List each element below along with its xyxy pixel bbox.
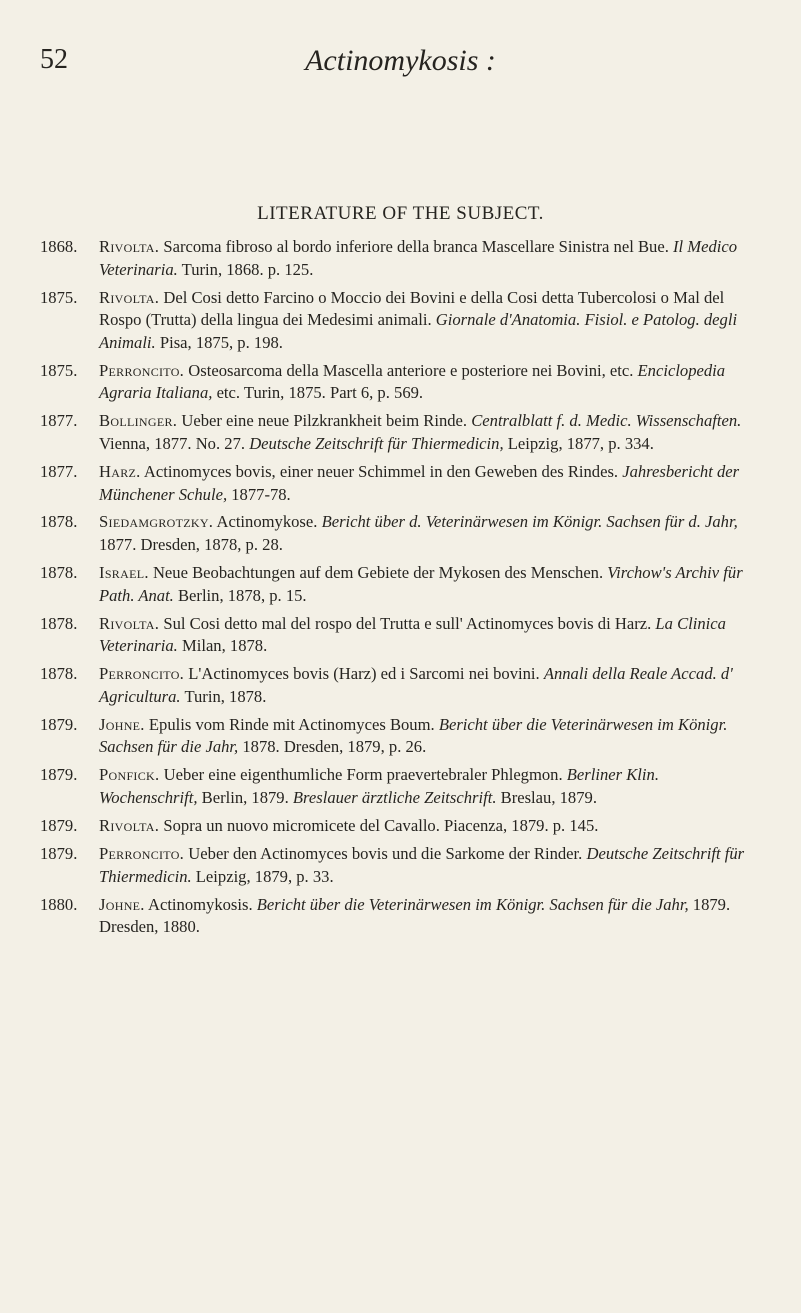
entry-author: Perroncito. <box>99 360 185 380</box>
entry-year: 1875. <box>40 360 78 380</box>
entry-author: Johne. <box>99 714 145 734</box>
entry-year: 1879. <box>40 765 78 785</box>
entry-journal-second: Deutsche Zeitschrift für Thiermedicin, <box>249 433 504 453</box>
bibliography-entry <box>40 613 760 658</box>
entry-details: Turin, 1868. p. 125. <box>181 259 314 279</box>
entry-title: Sul Cosi detto mal del rospo del Trutta e sull' Actinomyces bovis di Harz. <box>163 613 652 633</box>
entry-details-second: Breslau, 1879. <box>500 787 597 807</box>
entry-title: Del Cosi detto Farcino o Moccio dei Bovini e della Cosi detta Tubercolosi o Mal del Rospo (Trutta) della lingua dei Medesimi animali. <box>99 287 725 330</box>
entry-year: 1878. <box>40 664 78 684</box>
entry-details: Vienna, 1877. No. 27. <box>99 433 246 453</box>
entry-journal: La Clinica Veterinaria. <box>99 613 726 656</box>
bibliography-entry <box>40 714 760 759</box>
bibliography-entry <box>40 843 760 888</box>
entry-author: Rivolta. <box>99 815 160 835</box>
entry-year: 1878. <box>40 512 78 532</box>
page-number: 52 <box>40 44 68 75</box>
section-title: LITERATURE OF THE SUBJECT. <box>257 203 544 224</box>
entry-details: Berlin, 1879. <box>201 787 289 807</box>
entry-title: Ueber eine eigenthumliche Form praevertebraler Phlegmon. <box>163 765 563 785</box>
entry-details: Pisa, 1875, p. 198. <box>159 332 283 352</box>
entry-details: 1877-78. <box>231 484 291 504</box>
entry-journal: Berliner Klin. Wochenschrift, <box>99 765 659 807</box>
entry-year: 1877. <box>40 411 78 431</box>
entry-year: 1875. <box>40 287 78 307</box>
entry-details-second: Leipzig, 1877, p. 334. <box>507 433 654 453</box>
entry-title: Actinomykosis. <box>147 894 253 914</box>
entry-year: 1880. <box>40 894 78 914</box>
entry-journal: Deutsche Zeitschrift für Thiermedicin. <box>99 843 745 886</box>
entry-author: Perroncito. <box>99 843 185 863</box>
entry-journal: Il Medico Veterinaria. <box>99 237 738 279</box>
entry-author: Rivolta. <box>99 613 160 633</box>
bibliography-entry <box>40 410 760 455</box>
entry-year: 1868. <box>40 237 78 256</box>
entry-journal-second: Breslauer ärztliche Zeitschrift. <box>292 787 497 807</box>
entry-author: Rivolta. <box>99 237 160 256</box>
bibliography-list <box>40 236 760 944</box>
entry-title: Ueber eine neue Pilzkrankheit beim Rinde. <box>181 411 468 431</box>
entry-title: Sopra un nuovo micromicete del Cavallo. Piacenza, 1879. p. 145. <box>163 815 599 835</box>
bibliography-entry <box>40 461 760 506</box>
entry-author: Israel. <box>99 563 149 583</box>
entry-author: Siedamgrotzky. <box>99 512 214 532</box>
bibliography-entry <box>40 815 760 838</box>
bibliography-entry <box>40 894 760 939</box>
bibliography-entry <box>40 511 760 556</box>
entry-details: Milan, 1878. <box>181 636 268 656</box>
bibliography-entry <box>40 360 760 405</box>
entry-details: 1877. Dresden, 1878, p. 28. <box>99 535 283 555</box>
entry-author: Bollinger. <box>99 411 178 431</box>
entry-author: Harz. <box>99 461 141 481</box>
running-title: Actinomykosis : <box>305 44 496 77</box>
bibliography-entry <box>40 236 760 281</box>
entry-year: 1879. <box>40 843 78 863</box>
entry-title: L'Actinomyces bovis (Harz) ed i Sarcomi nei bovini. <box>188 664 540 684</box>
entry-year: 1877. <box>40 461 78 481</box>
entry-title: Actinomyces bovis, einer neuer Schimmel in den Geweben des Rindes. <box>143 461 619 481</box>
bibliography-entry <box>40 663 760 708</box>
entry-journal: Annali della Reale Accad. d' Agricultura. <box>99 664 733 706</box>
entry-journal: Enciclopedia Agraria Italiana, <box>99 360 726 403</box>
entry-author: Rivolta. <box>99 287 160 307</box>
entry-title: Actinomykose. <box>216 512 318 532</box>
entry-author: Perroncito. <box>99 664 185 684</box>
entry-title: Epulis vom Rinde mit Actinomyces Boum. <box>148 714 435 734</box>
entry-details: etc. Turin, 1875. Part 6, p. 569. <box>216 383 424 403</box>
entry-author: Johne. <box>99 894 145 914</box>
entry-year: 1879. <box>40 714 78 734</box>
entry-title: Ueber den Actinomyces bovis und die Sarkome der Rinder. <box>188 843 583 863</box>
entry-details: Leipzig, 1879, p. 33. <box>195 866 334 886</box>
entry-title: Osteosarcoma della Mascella anteriore e posteriore nei Bovini, etc. <box>188 360 634 380</box>
bibliography-entry <box>40 562 760 607</box>
entry-year: 1878. <box>40 563 78 583</box>
bibliography-entry <box>40 287 760 355</box>
entry-journal: Giornale d'Anatomia. Fisiol. e Patolog. degli Animali. <box>99 310 738 352</box>
entry-year: 1879. <box>40 815 78 835</box>
entry-details: Berlin, 1878, p. 15. <box>177 585 307 605</box>
page-header <box>0 44 801 84</box>
entry-details: Turin, 1878. <box>184 686 267 706</box>
bibliography-entry <box>40 764 760 809</box>
entry-details: 1879. Dresden, 1880. <box>99 894 731 937</box>
entry-journal: Virchow's Archiv für Path. Anat. <box>99 563 743 605</box>
entry-year: 1878. <box>40 613 78 633</box>
entry-title: Neue Beobachtungen auf dem Gebiete der Mykosen des Menschen. <box>152 563 604 583</box>
entry-journal: Bericht über die Veterinärwesen im Königr. Sachsen für die Jahr, <box>99 714 728 757</box>
entry-details: 1878. Dresden, 1879, p. 26. <box>242 737 427 757</box>
entry-journal: Bericht über d. Veterinärwesen im Königr. Sachsen für d. Jahr, <box>321 512 738 532</box>
entry-journal: Centralblatt f. d. Medic. Wissenschaften. <box>471 411 742 431</box>
entry-author: Ponfick. <box>99 765 160 785</box>
entry-journal: Jahresbericht der Münchener Schule, <box>99 461 740 504</box>
entry-title: Sarcoma fibroso al bordo inferiore della branca Mascellare Sinistra nel Bue. <box>163 237 669 256</box>
entry-journal: Bericht über die Veterinärwesen im Königr. Sachsen für die Jahr, <box>256 894 689 914</box>
